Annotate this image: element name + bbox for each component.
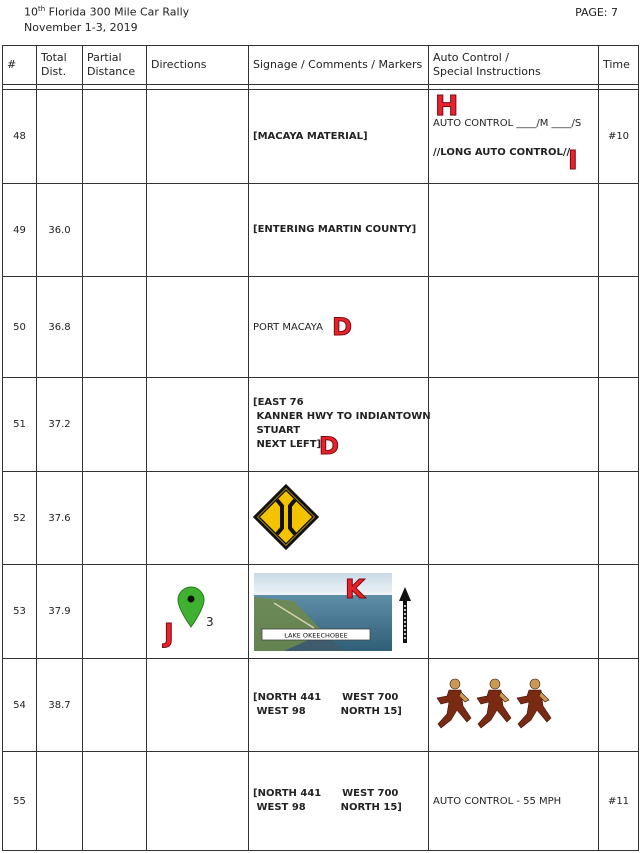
directions-cell: [147, 90, 249, 184]
rally-header: [24, 2, 189, 35]
partial-distance: [83, 184, 147, 277]
partial-distance: [83, 752, 147, 851]
narrow-bridge-sign-icon: [253, 484, 319, 550]
long-auto-control-line: //LONG AUTO CONTROL//: [433, 147, 571, 158]
row-number: 51: [3, 378, 37, 472]
marker-h: H: [435, 89, 459, 122]
route-instruction-table: [2, 45, 639, 851]
auto-control-cell: [429, 378, 599, 472]
marker-d: D: [319, 432, 339, 460]
signage-text: [EAST 76 KANNER HWY TO INDIANTOWN STUART NEXT LEFT]: [253, 397, 431, 450]
row-number: 52: [3, 472, 37, 565]
directions-cell: [147, 565, 249, 659]
directions-cell: [147, 378, 249, 472]
partial-distance: [83, 472, 147, 565]
signage-cell: [249, 659, 429, 752]
straight-arrow-icon: [398, 585, 412, 645]
table-row: [3, 378, 639, 472]
directions-cell: [147, 659, 249, 752]
table-row: [3, 277, 639, 378]
auto-control-line: AUTO CONTROL ____/M ____/S: [433, 118, 582, 129]
runners-icon: [433, 676, 557, 732]
table-row: [3, 184, 639, 277]
photo-caption: LAKE OKEECHOBEE: [284, 631, 348, 640]
signage-cell: [249, 90, 429, 184]
marker-d: D: [332, 313, 353, 341]
signage-cell: [249, 565, 429, 659]
directions-cell: [147, 277, 249, 378]
row-number: 53: [3, 565, 37, 659]
col-auto-control-header: Auto Control / Special Instructions: [429, 46, 599, 85]
signage-cell: [249, 277, 429, 378]
col-directions-header: Directions: [147, 46, 249, 85]
rally-title: 10th Florida 300 Mile Car Rally: [24, 5, 190, 19]
total-distance: 37.2: [37, 378, 83, 472]
partial-distance: [83, 378, 147, 472]
auto-control-cell: [429, 90, 599, 184]
marker-k: K: [345, 575, 366, 605]
total-distance: 37.6: [37, 472, 83, 565]
row-number: 55: [3, 752, 37, 851]
auto-control-line: AUTO CONTROL - 55 MPH: [433, 795, 562, 807]
signage-cell: [249, 752, 429, 851]
auto-control-cell: [429, 752, 599, 851]
signage-cell: [249, 184, 429, 277]
partial-distance: [83, 90, 147, 184]
signage-text: [MACAYA MATERIAL]: [253, 130, 368, 142]
total-distance: [37, 90, 83, 184]
time-cell: [599, 277, 639, 378]
signage-text: [NORTH 441 WEST 700 WEST 98 NORTH 15]: [253, 692, 402, 717]
row-number: 50: [3, 277, 37, 378]
total-distance: 36.8: [37, 277, 83, 378]
map-pin-icon: [176, 585, 206, 629]
time-cell: [599, 472, 639, 565]
col-time-header: Time: [599, 46, 639, 85]
signage-text: PORT MACAYA: [253, 322, 323, 333]
table-header-row: [3, 46, 639, 85]
time-cell: #10: [599, 90, 639, 184]
marker-i: I: [568, 146, 578, 176]
total-distance: [37, 752, 83, 851]
page-number: PAGE: 7: [575, 6, 618, 19]
partial-distance: [83, 565, 147, 659]
signage-cell: [249, 378, 429, 472]
lake-okeechobee-photo: [254, 573, 392, 651]
auto-control-cell: [429, 472, 599, 565]
time-cell: [599, 565, 639, 659]
auto-control-cell: [429, 565, 599, 659]
col-partial-dist-header: Partial Distance: [83, 46, 147, 85]
directions-cell: [147, 184, 249, 277]
row-number: 48: [3, 90, 37, 184]
row-number: 54: [3, 659, 37, 752]
time-cell: #11: [599, 752, 639, 851]
table-row: [3, 90, 639, 184]
time-cell: [599, 378, 639, 472]
time-cell: [599, 659, 639, 752]
time-cell: [599, 184, 639, 277]
col-signage-header: Signage / Comments / Markers: [249, 46, 429, 85]
table-row: [3, 659, 639, 752]
table-row: [3, 565, 639, 659]
directions-cell: [147, 752, 249, 851]
table-row: [3, 472, 639, 565]
partial-distance: [83, 659, 147, 752]
signage-cell: [249, 472, 429, 565]
total-distance: 38.7: [37, 659, 83, 752]
row-number: 49: [3, 184, 37, 277]
direction-count: 3: [206, 615, 214, 629]
auto-control-cell: [429, 659, 599, 752]
auto-control-cell: [429, 184, 599, 277]
rally-date: November 1-3, 2019: [24, 20, 138, 34]
col-total-dist-header: Total Dist.: [37, 46, 83, 85]
auto-control-cell: [429, 277, 599, 378]
signage-text: [ENTERING MARTIN COUNTY]: [253, 224, 417, 235]
partial-distance: [83, 277, 147, 378]
signage-text: [NORTH 441 WEST 700 WEST 98 NORTH 15]: [253, 788, 402, 813]
total-distance: 37.9: [37, 565, 83, 659]
directions-cell: [147, 472, 249, 565]
table-row: [3, 752, 639, 851]
marker-j: J: [164, 619, 174, 649]
col-num-header: #: [3, 46, 37, 85]
total-distance: 36.0: [37, 184, 83, 277]
